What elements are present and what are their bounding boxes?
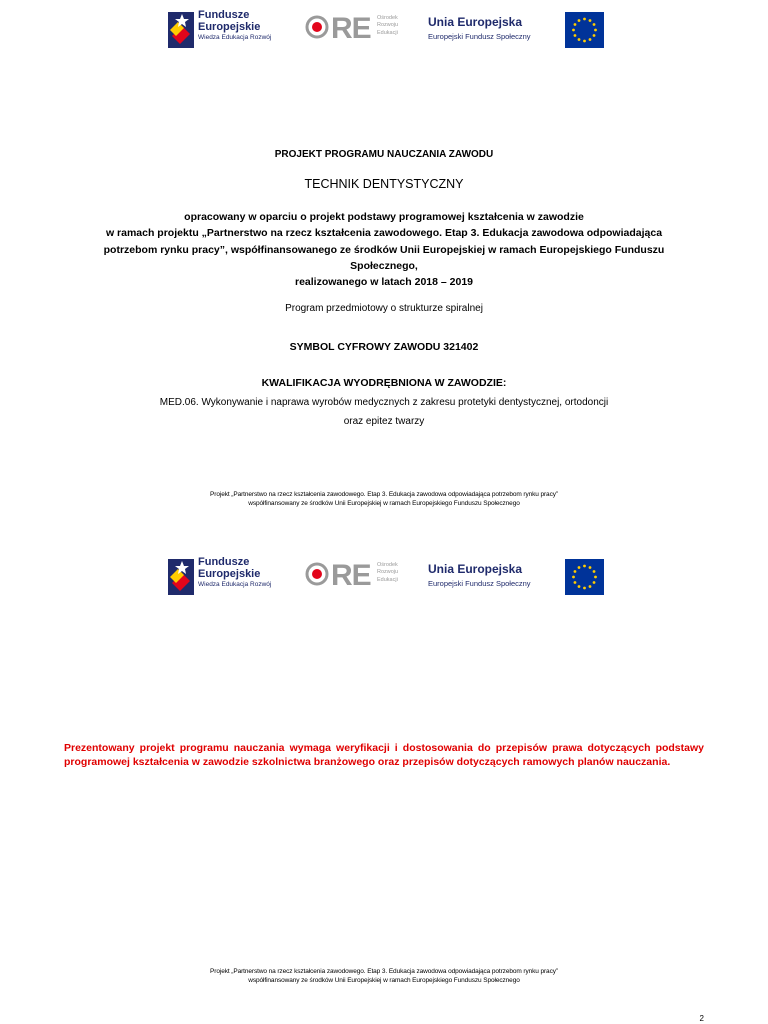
eu-star: [583, 18, 586, 21]
description-block: [0, 209, 768, 290]
ore-circle-icon: [305, 562, 329, 586]
document-heading: PROJEKT PROGRAMU NAUCZANIA ZAWODU: [274, 149, 494, 160]
eu-star: [572, 29, 575, 32]
eu-star: [574, 570, 577, 573]
description-line-1: opracowany w oparciu o projekt podstawy programowej kształcenia w zawodzie: [184, 211, 584, 223]
eu-logo-subtitle: Europejski Fundusz Społeczny: [428, 579, 531, 588]
footer-line-2: współfinansowany ze środków Unii Europejskiej w ramach Europejskiego Funduszu Społecznego: [248, 500, 520, 508]
eu-logo: [428, 12, 604, 50]
fundusze-europejskie-logo-2: [168, 557, 278, 597]
eu-star: [578, 566, 581, 569]
eu-star: [572, 576, 575, 579]
eu-star: [594, 29, 597, 32]
footer-page-1: [0, 490, 768, 509]
ore-sub-2: Rozwoju: [377, 22, 399, 29]
eu-star: [578, 19, 581, 22]
fe-star-icon: [168, 559, 194, 595]
eu-star: [574, 34, 577, 37]
description-line-3: potrzebom rynku pracy”, współfinansowanego ze środków Unii Europejskiej w ramach Europejskiego Funduszu: [103, 243, 665, 256]
footer-line-2: współfinansowany ze środków Unii Europejskiej w ramach Europejskiego Funduszu Społecznego: [248, 977, 520, 985]
ore-sub-1: Ośrodek: [377, 562, 398, 568]
eu-star: [593, 581, 596, 584]
eu-flag-icon: [565, 12, 604, 48]
ore-logo-word: RE: [331, 12, 371, 45]
eu-star: [594, 576, 597, 579]
eu-star: [589, 19, 592, 22]
ore-sub-1: Ośrodek: [377, 15, 398, 21]
footer-page-2: [0, 967, 768, 986]
eu-logo-subtitle: Europejski Fundusz Społeczny: [428, 32, 531, 41]
verification-warning: Prezentowany projekt programu nauczania wymaga weryfikacji i dostosowania do przepisów prawa dotyczących podstawy programowej kształcenia w zawodzie szkolnictwa branżowego oraz przepisów dotyczących ramowych planów nauczania.: [64, 742, 704, 768]
eu-logo-title: Unia Europejska: [428, 562, 523, 576]
eu-logo-2: [428, 559, 604, 597]
ore-sub-3: Edukacji: [377, 29, 398, 36]
eu-star: [574, 581, 577, 584]
fe-logo-line1: Fundusze: [198, 556, 250, 568]
eu-star: [578, 585, 581, 588]
eu-star: [583, 40, 586, 43]
fe-star-icon: [168, 12, 194, 48]
qualification-line-1: MED.06. Wykonywanie i naprawa wyrobów medycznych z zakresu protetyki dentystycznej, ortodoncji: [159, 397, 609, 408]
eu-star: [589, 585, 592, 588]
eu-star: [589, 566, 592, 569]
eu-star: [578, 38, 581, 41]
ore-logo: [305, 12, 425, 48]
eu-logo-title: Unia Europejska: [428, 15, 523, 29]
fundusze-europejskie-logo: [168, 10, 278, 50]
eu-star: [583, 587, 586, 590]
description-line-5: realizowanego w latach 2018 – 2019: [294, 276, 473, 289]
qualification-line-2: oraz epitez twarzy: [343, 416, 425, 427]
logo-bar-top: [0, 0, 768, 60]
fe-logo-line2: Europejskie: [198, 20, 261, 33]
fe-logo-line3: Wiedza Edukacja Rozwój: [198, 34, 272, 42]
footer-line-1: Projekt „Partnerstwo na rzecz kształcenia zawodowego. Etap 3. Edukacja zawodowa odpowiadająca potrzebom rynku pracy”: [210, 491, 558, 498]
page-number: 2: [699, 1014, 704, 1023]
description-line-2: w ramach projektu „Partnerstwo na rzecz kształcenia zawodowego. Etap 3. Edukacja zawodowa odpowiadająca: [105, 227, 663, 240]
ore-sub-3: Edukacji: [377, 576, 398, 583]
fe-logo-line3: Wiedza Edukacja Rozwój: [198, 581, 272, 589]
eu-star: [574, 23, 577, 26]
eu-flag-icon: [565, 559, 604, 595]
footer-line-1: Projekt „Partnerstwo na rzecz kształcenia zawodowego. Etap 3. Edukacja zawodowa odpowiadająca potrzebom rynku pracy”: [210, 968, 558, 975]
eu-star: [583, 565, 586, 568]
eu-star: [593, 570, 596, 573]
fe-logo-line2: Europejskie: [198, 567, 261, 580]
profession-title: TECHNIK DENTYSTYCZNY: [304, 177, 464, 191]
program-type: Program przedmiotowy o strukturze spiralnej: [285, 303, 483, 314]
ore-sub-2: Rozwoju: [377, 569, 399, 576]
eu-star: [589, 38, 592, 41]
ore-logo-word: RE: [331, 559, 371, 592]
ore-logo-2: [305, 559, 425, 595]
description-line-4: Społecznego,: [350, 259, 418, 272]
eu-star: [593, 23, 596, 26]
fe-logo-line1: Fundusze: [198, 9, 250, 21]
ore-circle-icon: [305, 15, 329, 39]
profession-symbol: SYMBOL CYFROWY ZAWODU 321402: [289, 341, 479, 353]
logo-bar-page-2: [0, 547, 768, 607]
eu-star: [593, 34, 596, 37]
qualification-heading: KWALIFIKACJA WYODRĘBNIONA W ZAWODZIE:: [261, 377, 507, 389]
